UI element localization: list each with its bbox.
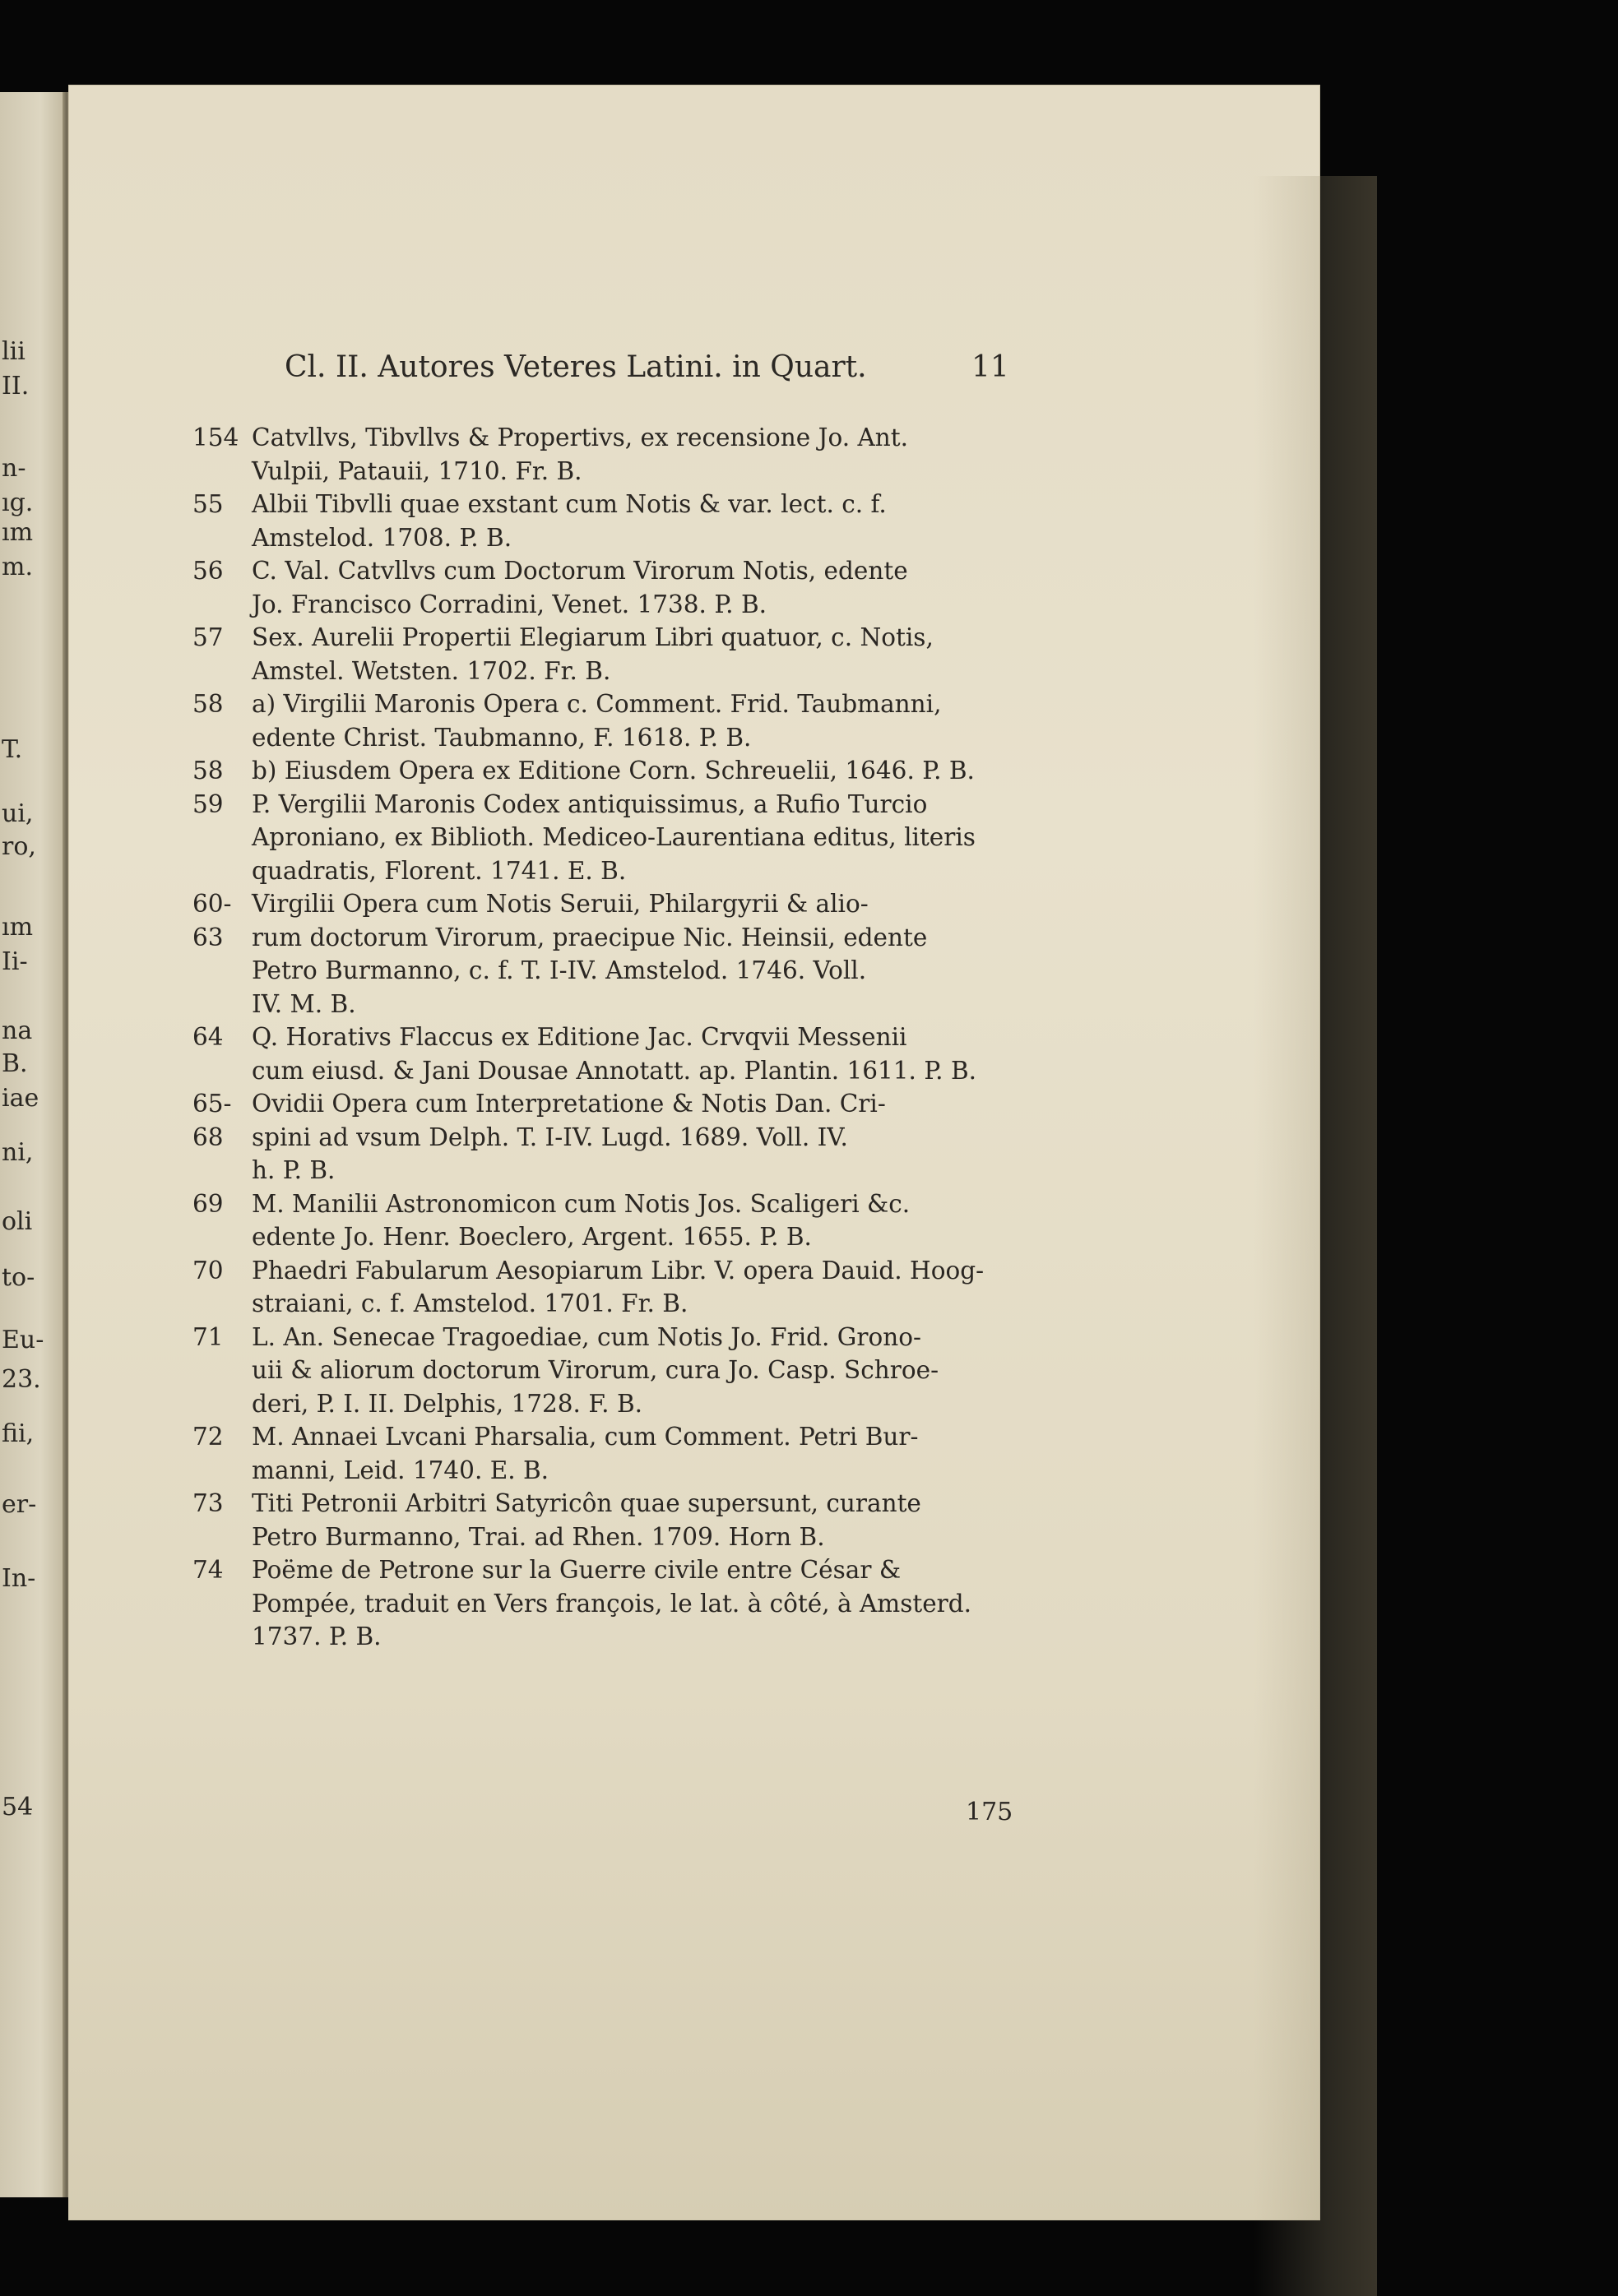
entry-text <box>252 887 1032 1021</box>
entry-number: 70 <box>192 1256 224 1285</box>
entry-number: 72 <box>192 1423 224 1451</box>
page-number: 11 <box>971 350 1009 384</box>
catalogue-entry <box>192 1187 1032 1254</box>
entry-text <box>252 1321 1032 1421</box>
left-page-fragment: II. <box>2 372 30 400</box>
catalogue-entry <box>192 1321 1032 1421</box>
left-page-fragment: er- <box>2 1490 37 1519</box>
entry-text <box>252 421 1032 488</box>
entry-line: b) Eiusdem Opera ex Editione Corn. Schreuelii, 1646. P. B. <box>252 757 975 785</box>
entry-line: M. Annaei Lvcani Pharsalia, cum Comment. Petri Bur- <box>252 1423 919 1451</box>
running-header: Cl. II. Autores Veteres Latini. in Quart. <box>285 350 867 384</box>
entry-line: quadratis, Florent. 1741. E. B. <box>252 856 627 885</box>
entry-text <box>252 1187 1032 1254</box>
entry-line: C. Val. Catvllvs cum Doctorum Virorum Notis, edente <box>252 557 908 585</box>
left-page-fragment: lii <box>2 337 25 366</box>
entry-line: Virgilii Opera cum Notis Seruii, Philargyrii & alio- <box>252 890 869 918</box>
entry-line: P. Vergilii Maronis Codex antiquissimus, a Rufio Turcio <box>252 789 928 818</box>
entry-line: 1737. P. B. <box>252 1622 382 1650</box>
entry-number: 73 <box>192 1489 224 1517</box>
catalogue-entry <box>192 687 1032 754</box>
left-page-fragment: ım <box>2 518 34 547</box>
entry-number: 69 <box>192 1189 224 1218</box>
catchword: 175 <box>966 1798 1013 1826</box>
left-page-fragment: na <box>2 1016 33 1045</box>
entry-number: 154 <box>192 424 239 451</box>
entry-text <box>252 1087 1032 1187</box>
entry-line: M. Manilii Astronomicon cum Notis Jos. Scaligeri &c. <box>252 1189 911 1218</box>
catalogue-entry <box>192 887 1032 1021</box>
entry-number: 65-68 <box>192 1090 232 1151</box>
entry-text <box>252 1487 1032 1553</box>
left-page-fragment: to- <box>2 1263 35 1292</box>
entry-text <box>252 1021 1032 1087</box>
entry-text <box>252 687 1032 754</box>
entry-text <box>252 621 1032 687</box>
entry-line: Sex. Aurelii Propertii Elegiarum Libri quatuor, c. Notis, <box>252 623 934 651</box>
entry-text <box>252 1254 1032 1321</box>
entry-text <box>252 554 1032 621</box>
entry-number: 57 <box>192 623 224 651</box>
entry-text <box>252 754 1032 788</box>
entry-line: IV. M. B. <box>252 989 356 1018</box>
entry-number: 56 <box>192 557 224 585</box>
catalogue-entry <box>192 1420 1032 1487</box>
catalogue-entry <box>192 788 1032 888</box>
left-page-fragment: B. <box>2 1049 28 1078</box>
entry-number: 59 <box>192 789 224 818</box>
entry-line: Phaedri Fabularum Aesopiarum Libr. V. opera Dauid. Hoog- <box>252 1256 985 1285</box>
left-page-fragment: n- <box>2 454 26 483</box>
entry-number: 55 <box>192 490 224 518</box>
entry-line: straiani, c. f. Amstelod. 1701. Fr. B. <box>252 1289 688 1317</box>
catalogue-entries <box>192 421 1032 1654</box>
left-page-fragment: ro, <box>2 832 36 861</box>
entry-line: edente Jo. Henr. Boeclero, Argent. 1655. P. B. <box>252 1223 812 1251</box>
catalogue-entry <box>192 1487 1032 1553</box>
left-page-fragment: Eu- <box>2 1326 44 1354</box>
entry-line: uii & aliorum doctorum Virorum, cura Jo. Casp. Schroe- <box>252 1356 939 1384</box>
entry-line: edente Christ. Taubmanno, F. 1618. P. B. <box>252 723 752 752</box>
entry-number: 64 <box>192 1023 224 1051</box>
entry-line: Amstelod. 1708. P. B. <box>252 523 512 552</box>
catalogue-entry <box>192 754 1032 788</box>
entry-line: Poëme de Petrone sur la Guerre civile entre César & <box>252 1556 902 1584</box>
entry-line: deri, P. I. II. Delphis, 1728. F. B. <box>252 1389 642 1418</box>
entry-text <box>252 1420 1032 1487</box>
catalogue-entry <box>192 621 1032 687</box>
entry-line: Jo. Francisco Corradini, Venet. 1738. P. B. <box>252 590 767 618</box>
left-page-fragment: Ii- <box>2 947 28 976</box>
left-page-fragment: ıg. <box>2 488 34 517</box>
entry-line: Pompée, traduit en Vers françois, le lat. à côté, à Amsterd. <box>252 1589 972 1618</box>
entry-line: cum eiusd. & Jani Dousae Annotatt. ap. Plantin. 1611. P. B. <box>252 1056 976 1085</box>
left-page-edge <box>0 92 67 2197</box>
entry-line: spini ad vsum Delph. T. I-IV. Lugd. 1689. Voll. IV. <box>252 1123 848 1151</box>
entry-number: 71 <box>192 1322 224 1351</box>
entry-number: 60-63 <box>192 890 232 951</box>
left-page-fragment: 54 <box>2 1793 34 1822</box>
entry-line: Titi Petronii Arbitri Satyricôn quae supersunt, curante <box>252 1489 921 1517</box>
entry-text <box>252 488 1032 554</box>
left-page-fragment: m. <box>2 553 33 581</box>
entry-line: Petro Burmanno, c. f. T. I-IV. Amstelod. 1746. Voll. <box>252 956 867 984</box>
entry-text <box>252 1553 1032 1654</box>
catalogue-entry <box>192 554 1032 621</box>
entry-line: Q. Horativs Flaccus ex Editione Jac. Crvqvii Messenii <box>252 1023 907 1051</box>
entry-line: Petro Burmanno, Trai. ad Rhen. 1709. Horn B. <box>252 1522 825 1551</box>
left-page-fragment: T. <box>2 735 23 764</box>
left-page-fragment: fii, <box>2 1419 35 1448</box>
entry-line: rum doctorum Virorum, praecipue Nic. Heinsii, edente <box>252 923 928 951</box>
right-page <box>69 86 1319 2220</box>
left-page-fragment: ni, <box>2 1138 34 1167</box>
entry-number: 74 <box>192 1556 224 1584</box>
entry-line: Amstel. Wetsten. 1702. Fr. B. <box>252 656 611 685</box>
catalogue-entry <box>192 1553 1032 1654</box>
entry-line: Albii Tibvlli quae exstant cum Notis & var. lect. c. f. <box>252 490 887 518</box>
entry-line: manni, Leid. 1740. E. B. <box>252 1456 549 1484</box>
entry-line: h. P. B. <box>252 1156 336 1184</box>
entry-line: Ovidii Opera cum Interpretatione & Notis Dan. Cri- <box>252 1090 886 1118</box>
left-page-fragment: 23. <box>2 1365 41 1394</box>
catalogue-entry <box>192 421 1032 488</box>
catalogue-entry <box>192 488 1032 554</box>
entry-line: a) Virgilii Maronis Opera c. Comment. Frid. Taubmanni, <box>252 690 942 718</box>
catalogue-entry <box>192 1254 1032 1321</box>
left-page-fragment: ım <box>2 913 34 942</box>
entry-number: 58 <box>192 757 224 785</box>
left-page-fragment: iae <box>2 1084 39 1113</box>
left-page-fragment: oli <box>2 1207 33 1236</box>
entry-number: 58 <box>192 690 224 718</box>
entry-text <box>252 788 1032 888</box>
catalogue-entry <box>192 1087 1032 1187</box>
entry-line: L. An. Senecae Tragoediae, cum Notis Jo. Frid. Grono- <box>252 1322 921 1351</box>
page-edge-shadow <box>1254 176 1377 2296</box>
entry-line: Aproniano, ex Biblioth. Mediceo-Laurentiana editus, literis <box>252 823 976 851</box>
left-page-fragment: ui, <box>2 799 34 828</box>
entry-line: Catvllvs, Tibvllvs & Propertivs, ex recensione Jo. Ant. <box>252 424 908 451</box>
left-page-fragment: In- <box>2 1564 36 1593</box>
catalogue-entry <box>192 1021 1032 1087</box>
entry-line: Vulpii, Patauii, 1710. Fr. B. <box>252 456 582 485</box>
